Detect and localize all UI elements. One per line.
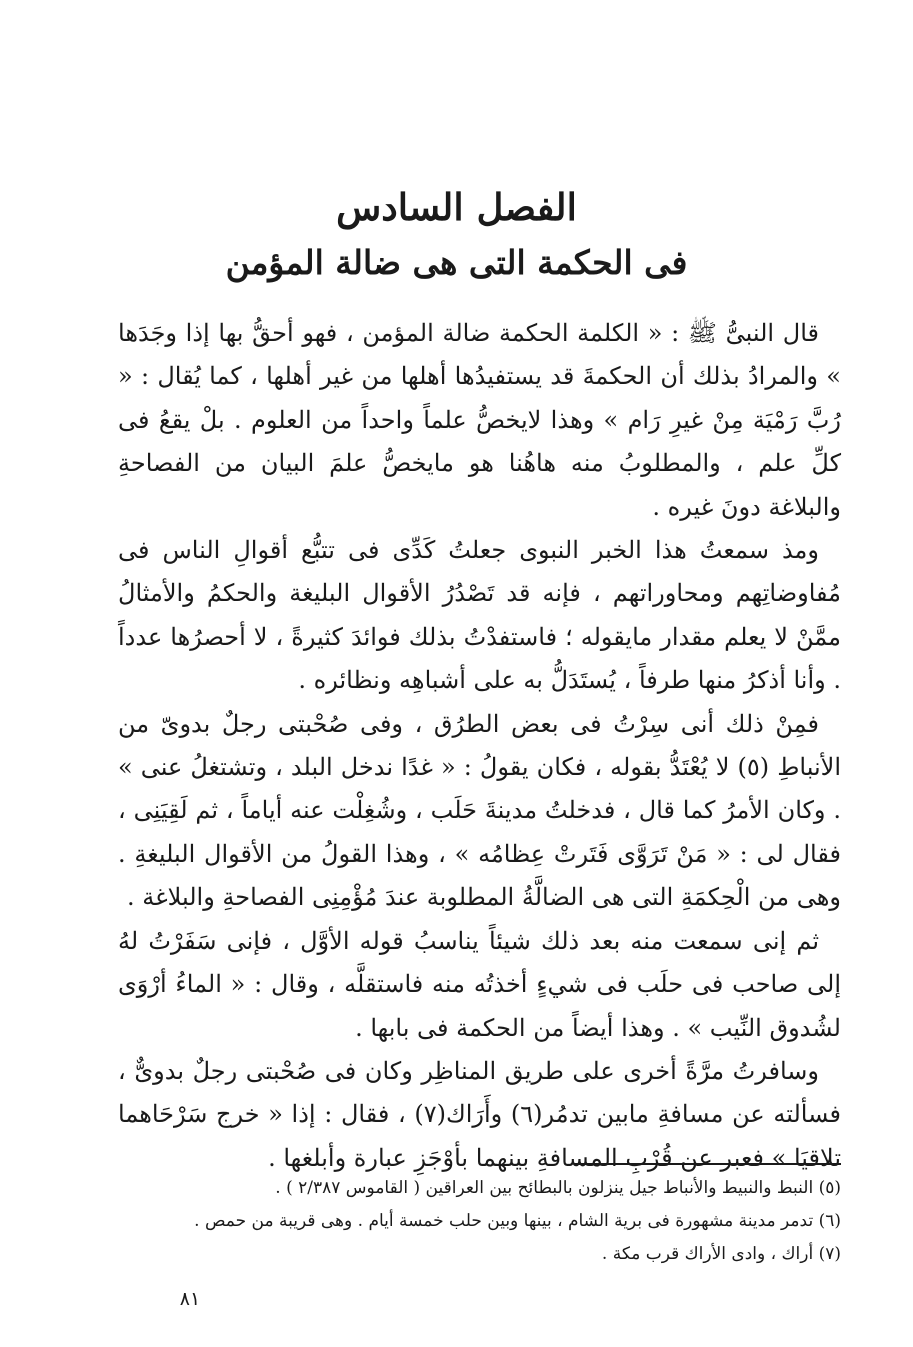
footnote: (٦) تدمر مدينة مشهورة فى برية الشام ، بينها وبين حلب خمسة أيام . وهى قريبة من حمص . bbox=[194, 1211, 841, 1231]
footnote: (٧) أراك ، وادى الأراك قرب مكة . bbox=[601, 1244, 841, 1264]
footnotes bbox=[118, 1172, 841, 1271]
footnote-divider bbox=[574, 1163, 841, 1165]
page-number: ٨١ bbox=[179, 1288, 201, 1310]
paragraph: ثم إنى سمعت منه بعد ذلك شيئاً يناسبُ قوله الأوَّل ، فإنى سَفَرْتُ لهُ إلى صاحب فى حلَب فى شيءٍ أخذتُه منه فاستقلَّه ، وقال : « الماءُ أرْوَى لشُدوق النِّيب » . وهذا أيضاً من الحكمة فى بابها . bbox=[118, 926, 841, 1042]
chapter-title: الفصل السادس bbox=[336, 185, 577, 229]
paragraph: ومذ سمعتُ هذا الخبر النبوى جعلتُ كَدِّى فى تتبُّع أقوالِ الناس فى مُفاوضاتِهم ومحاوراتهم ، فإنه قد تَصْدُرُ الأقوال البليغة والحكمُ والأمثالُ ممَّنْ لا يعلم مقدار مايقوله ؛ فاستفدْتُ بذلك فوائدَ كثيرةً ، لا أحصرُها عدداً . وأنا أذكرُ منها طرفاً ، يُستَدَلُّ به على أشباهِه ونظائره . bbox=[118, 536, 841, 695]
body-text bbox=[118, 312, 841, 1180]
paragraph: وسافرتُ مرَّةً أخرى على طريق المناظِر وكان فى صُحْبتى رجلٌ بدوىٌّ ، فسألته عن مسافةِ مابين تدمُر(٦) وأَرَاك(٧) ، فقال : إذا « خرج سَرْحَاهما تلاقيَا » فعبر عن قُرْبِ المسافةِ بينهما بأوْجَزِ عبارة وأبلغها . bbox=[118, 1056, 841, 1172]
chapter-subtitle: فى الحكمة التى هى ضالة المؤمن bbox=[225, 243, 688, 282]
paragraph: قال النبىُّ ﷺ : « الكلمة الحكمة ضالة المؤمن ، فهو أحقُّ بها إذا وجَدَها » والمرادُ بذلك أن الحكمةَ قد يستفيدُها أهلها من غير أهلها ، كما يُقال : « رُبَّ رَمْيَة مِنْ غيرِ رَام » وهذا لايخصُّ علماً واحداً من العلوم . بلْ يقعُ فى كلِّ علم ، والمطلوبُ منه هاهُنا هو مايخصُّ علمَ البيان من الفصاحةِ والبلاغة دونَ غيره . bbox=[118, 319, 841, 521]
footnote: (٥) النبط والنبيط والأنباط جيل ينزلون بالبطائح بين العراقين ( القاموس ٢/٣٨٧ ) . bbox=[275, 1178, 841, 1198]
paragraph: فمِنْ ذلك أنى سِرْتُ فى بعض الطرُق ، وفى صُحْبتى رجلٌ بدوىّ من الأنباطِ (٥) لا يُعْتَدُّ بقوله ، فكان يقولُ : « غدًا ندخل البلد ، وتشتغلُ عنى » . وكان الأمرُ كما قال ، فدخلتُ مدينةَ حَلَب ، وشُغِلْت عنه أياماً ، ثم لَقِيَنِى ، فقال لى : « مَنْ تَرَوَّى فَتَرتْ عِظامُه » ، وهذا القولُ من الأقوال البليغةِ . وهى من الْحِكمَةِ التى هى الضالَّةُ المطلوبة عندَ مُؤْمِنِى الفصاحةِ والبلاغة . bbox=[118, 709, 842, 912]
